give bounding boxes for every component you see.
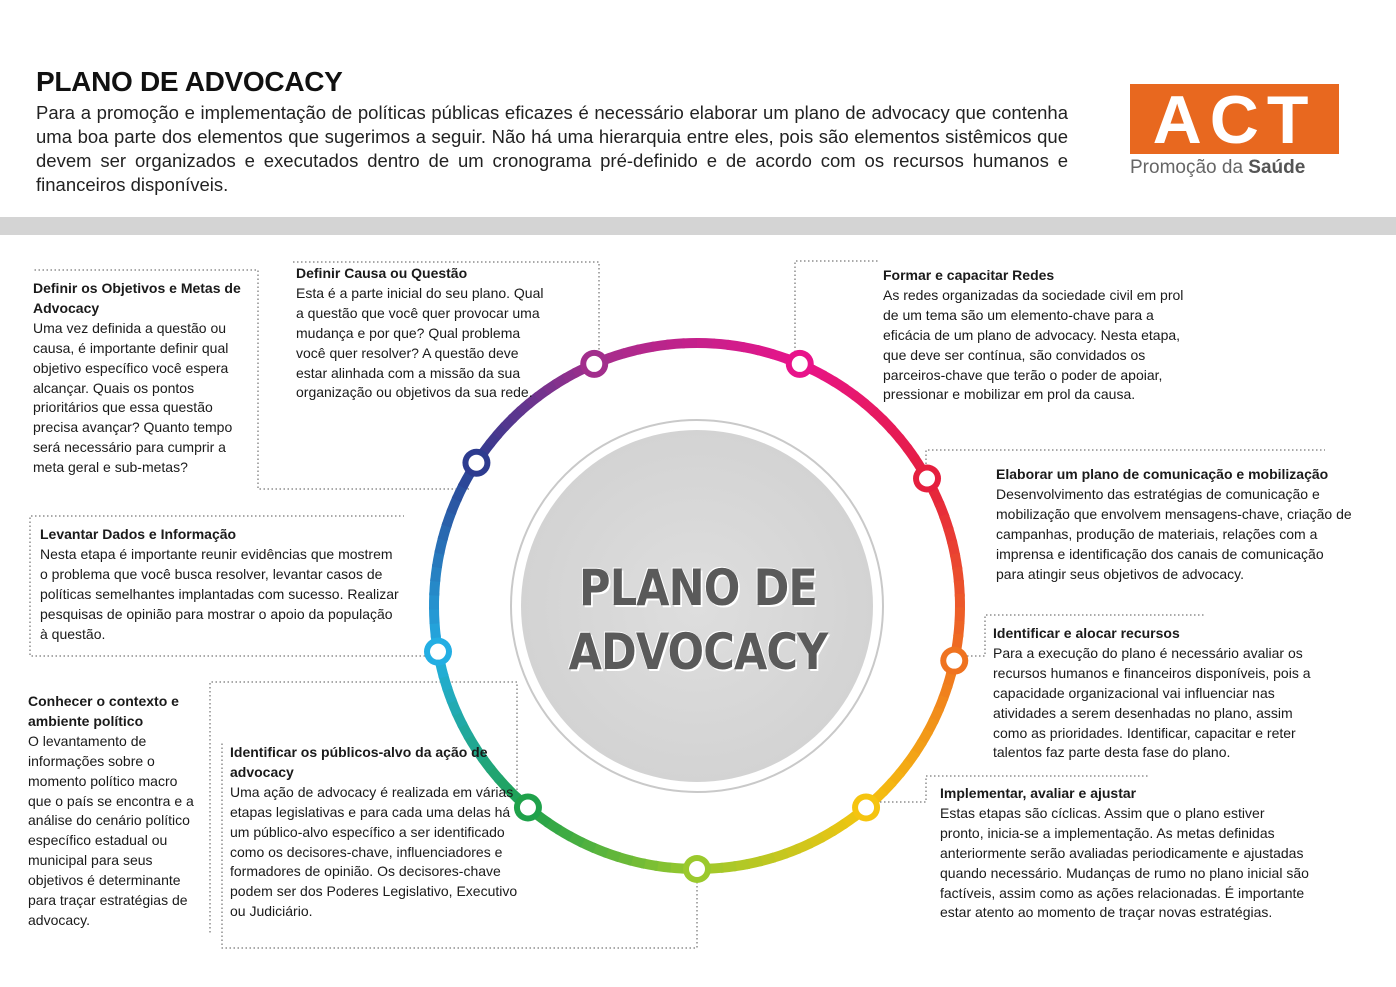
center-title-line-2: ADVOCACY (568, 623, 828, 681)
step-title: Identificar os públicos-alvo da ação de advocacy (230, 744, 488, 780)
step-levantar-dados (40, 525, 400, 644)
step-description: Desenvolvimento das estratégias de comunicação e mobilização que envolvem mensagens-chave, criação de campanhas, produção de materiais, relações com a imprensa e identificação dos canais de comunicação para atingir seus objetivos de advocacy. (996, 485, 1352, 582)
step-implementar-avaliar (940, 784, 1310, 923)
ring-node-center (586, 356, 602, 372)
step-title: Elaborar um plano de comunicação e mobilização (996, 466, 1329, 482)
step-publicos-alvo (230, 743, 520, 922)
step-title: Definir Causa ou Questão (296, 265, 468, 281)
ring-node-center (430, 644, 446, 660)
logo-tagline-prefix: Promoção da (1130, 157, 1249, 178)
step-title: Levantar Dados e Informação (40, 526, 237, 542)
step-description: Estas etapas são cíclicas. Assim que o plano estiver pronto, inicia-se a implementação. As metas definidas anteriormente serão avaliadas periodicamente e ajustadas quando necessário. Mudanças de rumo no plano inicial são factíveis, assim como as ações relacionadas. É importante estar atento ao momento de traçar novas estratégias. (940, 804, 1309, 921)
step-description: Uma ação de advocacy é realizada em várias etapas legislativas e para cada uma delas há um público-alvo específico a ser identificado como os decisores-chave, influenciadores e formadores de opinião. Os decisores-chave podem ser dos Poderes Legislativo, Executivo ou Judiciário. (230, 783, 518, 920)
step-definir-causa (296, 264, 546, 403)
ring-node-center (919, 471, 935, 487)
step-plano-comunicacao (996, 465, 1352, 584)
step-description: As redes organizadas da sociedade civil em prol de um tema são um elemento-chave para a eficácia de um plano de advocacy. Nesta etapa, que deve ser contínua, são convidados os parceiros-chave que terão o poder de apoiar, pressionar e mobilizar em prol da causa. (883, 286, 1184, 403)
step-title: Definir os Objetivos e Metas de Advocacy (33, 280, 241, 316)
step-alocar-recursos (993, 624, 1327, 763)
logo-wordmark: ACT (1152, 82, 1317, 158)
step-objetivos-metas (33, 279, 248, 478)
step-description: Nesta etapa é importante reunir evidências que mostrem o problema que você busca resolver, levantar casos de políticas semelhantes implantadas com sucesso. Realizar pesquisas de opinião para mostrar o apoio da população à questão. (40, 545, 399, 642)
center-title (545, 556, 851, 684)
center-title-line-1: PLANO DE (579, 559, 817, 617)
step-description: O levantamento de informações sobre o momento político macro que o país se encontra e a análise do cenário político específico estadual ou municipal para seus objetivos é determinante para traçar estratégias de advocacy. (28, 732, 194, 928)
ring-node-center (946, 653, 962, 669)
step-contexto-politico (28, 692, 198, 931)
page-title: PLANO DE ADVOCACY (36, 66, 343, 97)
intro-paragraph: Para a promoção e implementação de políticas públicas eficazes é necessário elaborar um plano de advocacy que contenha uma boa parte dos elementos que sugerimos a seguir. Não há uma hierarquia entre eles, pois são elementos sistêmicos que devem ser organizados e executados dentro de um cronograma pré-definido e de acordo com os recursos humanos e financeiros disponíveis. (36, 102, 1068, 195)
step-title: Conhecer o contexto e ambiente político (28, 693, 179, 729)
step-description: Uma vez definida a questão ou causa, é importante definir qual objetivo específico você espera alcançar. Quais os pontos prioritários que essa questão precisa avançar? Quanto tempo será necessário para cumprir a meta geral e sub-metas? (33, 319, 233, 476)
step-title: Formar e capacitar Redes (883, 267, 1055, 283)
step-title: Implementar, avaliar e ajustar (940, 785, 1137, 801)
logo-tagline-bold: Saúde (1248, 157, 1306, 178)
step-description: Esta é a parte inicial do seu plano. Qual a questão que você quer provocar uma mudança e por que? Qual problema você quer resolver? A questão deve estar alinhada com a missão da sua organização ou objetivos da sua rede. (296, 284, 544, 401)
ring-node-center (858, 799, 874, 815)
step-description: Para a execução do plano é necessário avaliar os recursos humanos e financeiros disponíveis, pois a capacidade organizacional vai influenciar nas atividades a serem desenhadas no plano, assim como as prioridades. Identificar, capacitar e reter talentos faz parte desta fase do plano. (993, 644, 1311, 761)
ring-node-center (689, 861, 705, 877)
step-formar-redes (883, 266, 1201, 405)
ring-node-center (792, 356, 808, 372)
step-title: Identificar e alocar recursos (993, 625, 1180, 641)
ring-node-center (468, 455, 484, 471)
ring-node-center (520, 799, 536, 815)
